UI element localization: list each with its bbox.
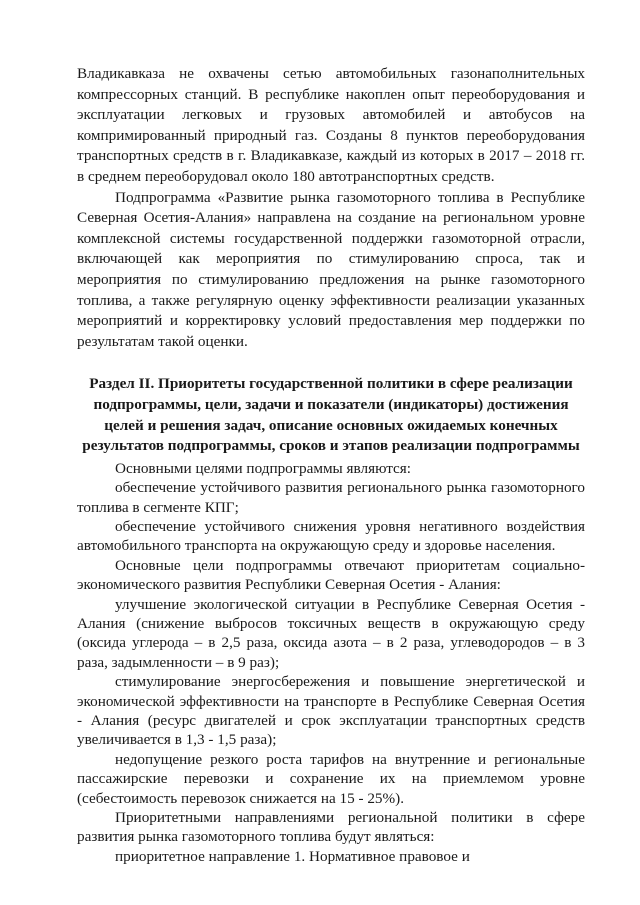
section-heading <box>77 374 585 456</box>
goal-1: обеспечение устойчивого развития регионального рынка газомоторного топлива в сегменте КПГ; <box>77 479 585 516</box>
goal-2: обеспечение устойчивого снижения уровня негативного воздействия автомобильного транспорта на окружающую среду и здоровье населения. <box>77 517 585 555</box>
priority-energy: стимулирование энергосбережения и повышение энергетической и экономической эффективности на транспорте в Республике Северная Осетия - Алания (ресурс двигателей и срок эксплуатации транспортных средств увеличивается в 1,3 - 1,5 раза); <box>77 673 585 749</box>
direction-1: приоритетное направление 1. Нормативное правовое и <box>115 847 470 865</box>
section-heading-line-3: целей и решения задач, описание основных ожидаемых конечных <box>104 416 558 434</box>
priority-tariffs: недопущение резкого роста тарифов на внутренние и региональные пассажирские перевозки и сохранение их на приемлемом уровне (себестоимость перевозок снижается на 15 - 25%). <box>77 750 585 807</box>
directions-intro: Приоритетными направлениями региональной политики в сфере развития рынка газомоторного топлива будут являться: <box>77 809 585 846</box>
priorities-intro: Основные цели подпрограммы отвечают приоритетам социально-экономического развития Республики Северная Осетия - Алания: <box>77 556 585 594</box>
goals-intro: Основными целями подпрограммы являются: <box>115 459 411 477</box>
section-body <box>77 459 585 867</box>
intro-paragraph-1: Владикавказа не охвачены сетью автомобильных газонаполнительных компрессорных станций. В республике накоплен опыт переоборудования и эксплуатации легковых и грузовых автомобилей и автобусов на компримированный природный газ. Созданы 8 пунктов переоборудования транспортных средств в г. Владикавказе, каждый из которых в 2017 – 2018 гг. в среднем переоборудовал около 180 автотранспортных средств. <box>77 65 585 185</box>
priority-ecology: улучшение экологической ситуации в Республике Северная Осетия - Алания (снижение выбросов токсичных веществ в окружающую среду (оксида углерода – в 2,5 раза, оксида азота – в 2 раза, углеводородов – в 3 раза, задымленности – в 9 раз); <box>77 595 585 671</box>
section-heading-line-1: Раздел II. Приоритеты государственной политики в сфере реализации <box>89 375 573 393</box>
intro-paragraph-2: Подпрограмма «Развитие рынка газомоторного топлива в Республике Северная Осетия-Алания» направлена на создание на региональном уровне комплексной системы государственной поддержки газомоторной отрасли, включающей как мероприятия по стимулированию спроса, так и мероприятия по стимулированию предложения на рынке газомоторного топлива, а также регулярную оценку эффективности реализации указанных мероприятий и корректировку условий предоставления мер поддержки по результатам такой оценки. <box>77 188 585 350</box>
section-heading-line-4: результатов подпрограммы, сроков и этапов реализации подпрограммы <box>82 437 580 455</box>
section-heading-line-2: подпрограммы, цели, задачи и показатели (индикаторы) достижения <box>93 395 569 413</box>
